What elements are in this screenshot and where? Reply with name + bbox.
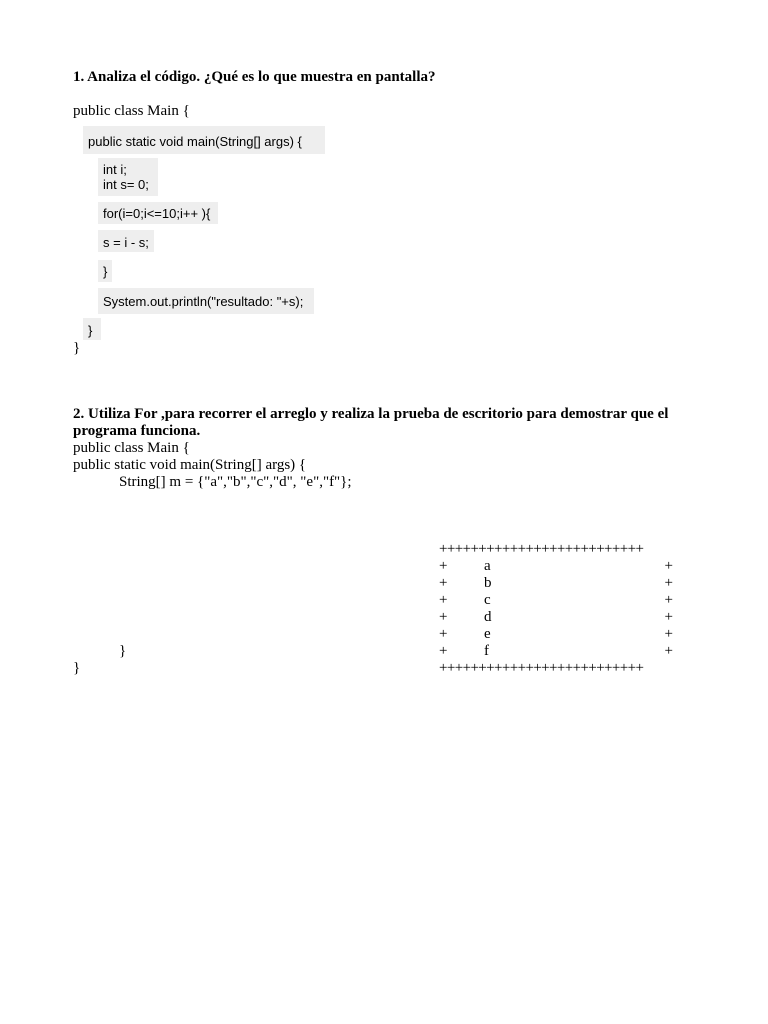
output-box-right-plus: + bbox=[664, 626, 673, 642]
q1-decl-s: int s= 0; bbox=[103, 177, 149, 192]
output-box-value: b bbox=[484, 575, 492, 591]
q2-main-signature: public static void main(String[] args) { bbox=[73, 457, 307, 473]
q1-main-signature: public static void main(String[] args) { bbox=[88, 134, 302, 149]
output-box-right-plus: + bbox=[664, 609, 673, 625]
output-box-value: a bbox=[484, 558, 491, 574]
q2-close-class: } bbox=[73, 660, 81, 676]
output-box-left-plus: + bbox=[439, 575, 448, 591]
q1-for-loop: for(i=0;i<=10;i++ ){ bbox=[103, 206, 211, 221]
output-box-row bbox=[439, 592, 675, 609]
output-box-row bbox=[439, 643, 675, 660]
q1-close-class: } bbox=[73, 340, 81, 356]
q1-println: System.out.println("resultado: "+s); bbox=[103, 294, 304, 309]
output-box-row bbox=[439, 558, 675, 575]
output-box-left-plus: + bbox=[439, 609, 448, 625]
q1-decl-i: int i; bbox=[103, 162, 127, 177]
output-box-right-plus: + bbox=[664, 643, 673, 659]
output-box-bottom-border: ++++++++++++++++++++++++++ bbox=[439, 660, 644, 676]
output-box-right-plus: + bbox=[664, 575, 673, 591]
output-box-row bbox=[439, 626, 675, 643]
q1-assignment: s = i - s; bbox=[103, 235, 149, 250]
output-box-row bbox=[439, 609, 675, 626]
output-box-left-plus: + bbox=[439, 643, 448, 659]
output-box-top-border: ++++++++++++++++++++++++++ bbox=[439, 541, 644, 557]
q1-class-declaration: public class Main { bbox=[73, 103, 190, 119]
output-box-left-plus: + bbox=[439, 558, 448, 574]
output-box-left-plus: + bbox=[439, 626, 448, 642]
output-box-right-plus: + bbox=[664, 592, 673, 608]
q1-close-main: } bbox=[88, 323, 93, 338]
output-box-left-plus: + bbox=[439, 592, 448, 608]
question-2-heading-line1: 2. Utiliza For ,para recorrer el arreglo y realiza la prueba de escritorio para demostrar que el bbox=[73, 406, 669, 422]
question-2-heading-line2: programa funciona. bbox=[73, 423, 201, 439]
output-box-row bbox=[439, 575, 675, 592]
output-box-value: e bbox=[484, 626, 491, 642]
q2-array-declaration: String[] m = {"a","b","c","d", "e","f"}; bbox=[119, 474, 352, 490]
output-box-right-plus: + bbox=[664, 558, 673, 574]
q2-close-main: } bbox=[119, 643, 127, 659]
output-box-value: f bbox=[484, 643, 489, 659]
output-box-value: d bbox=[484, 609, 492, 625]
question-1-heading: 1. Analiza el código. ¿Qué es lo que muestra en pantalla? bbox=[73, 69, 436, 85]
q1-close-for: } bbox=[103, 264, 108, 279]
q2-class-declaration: public class Main { bbox=[73, 440, 190, 456]
output-box-value: c bbox=[484, 592, 491, 608]
